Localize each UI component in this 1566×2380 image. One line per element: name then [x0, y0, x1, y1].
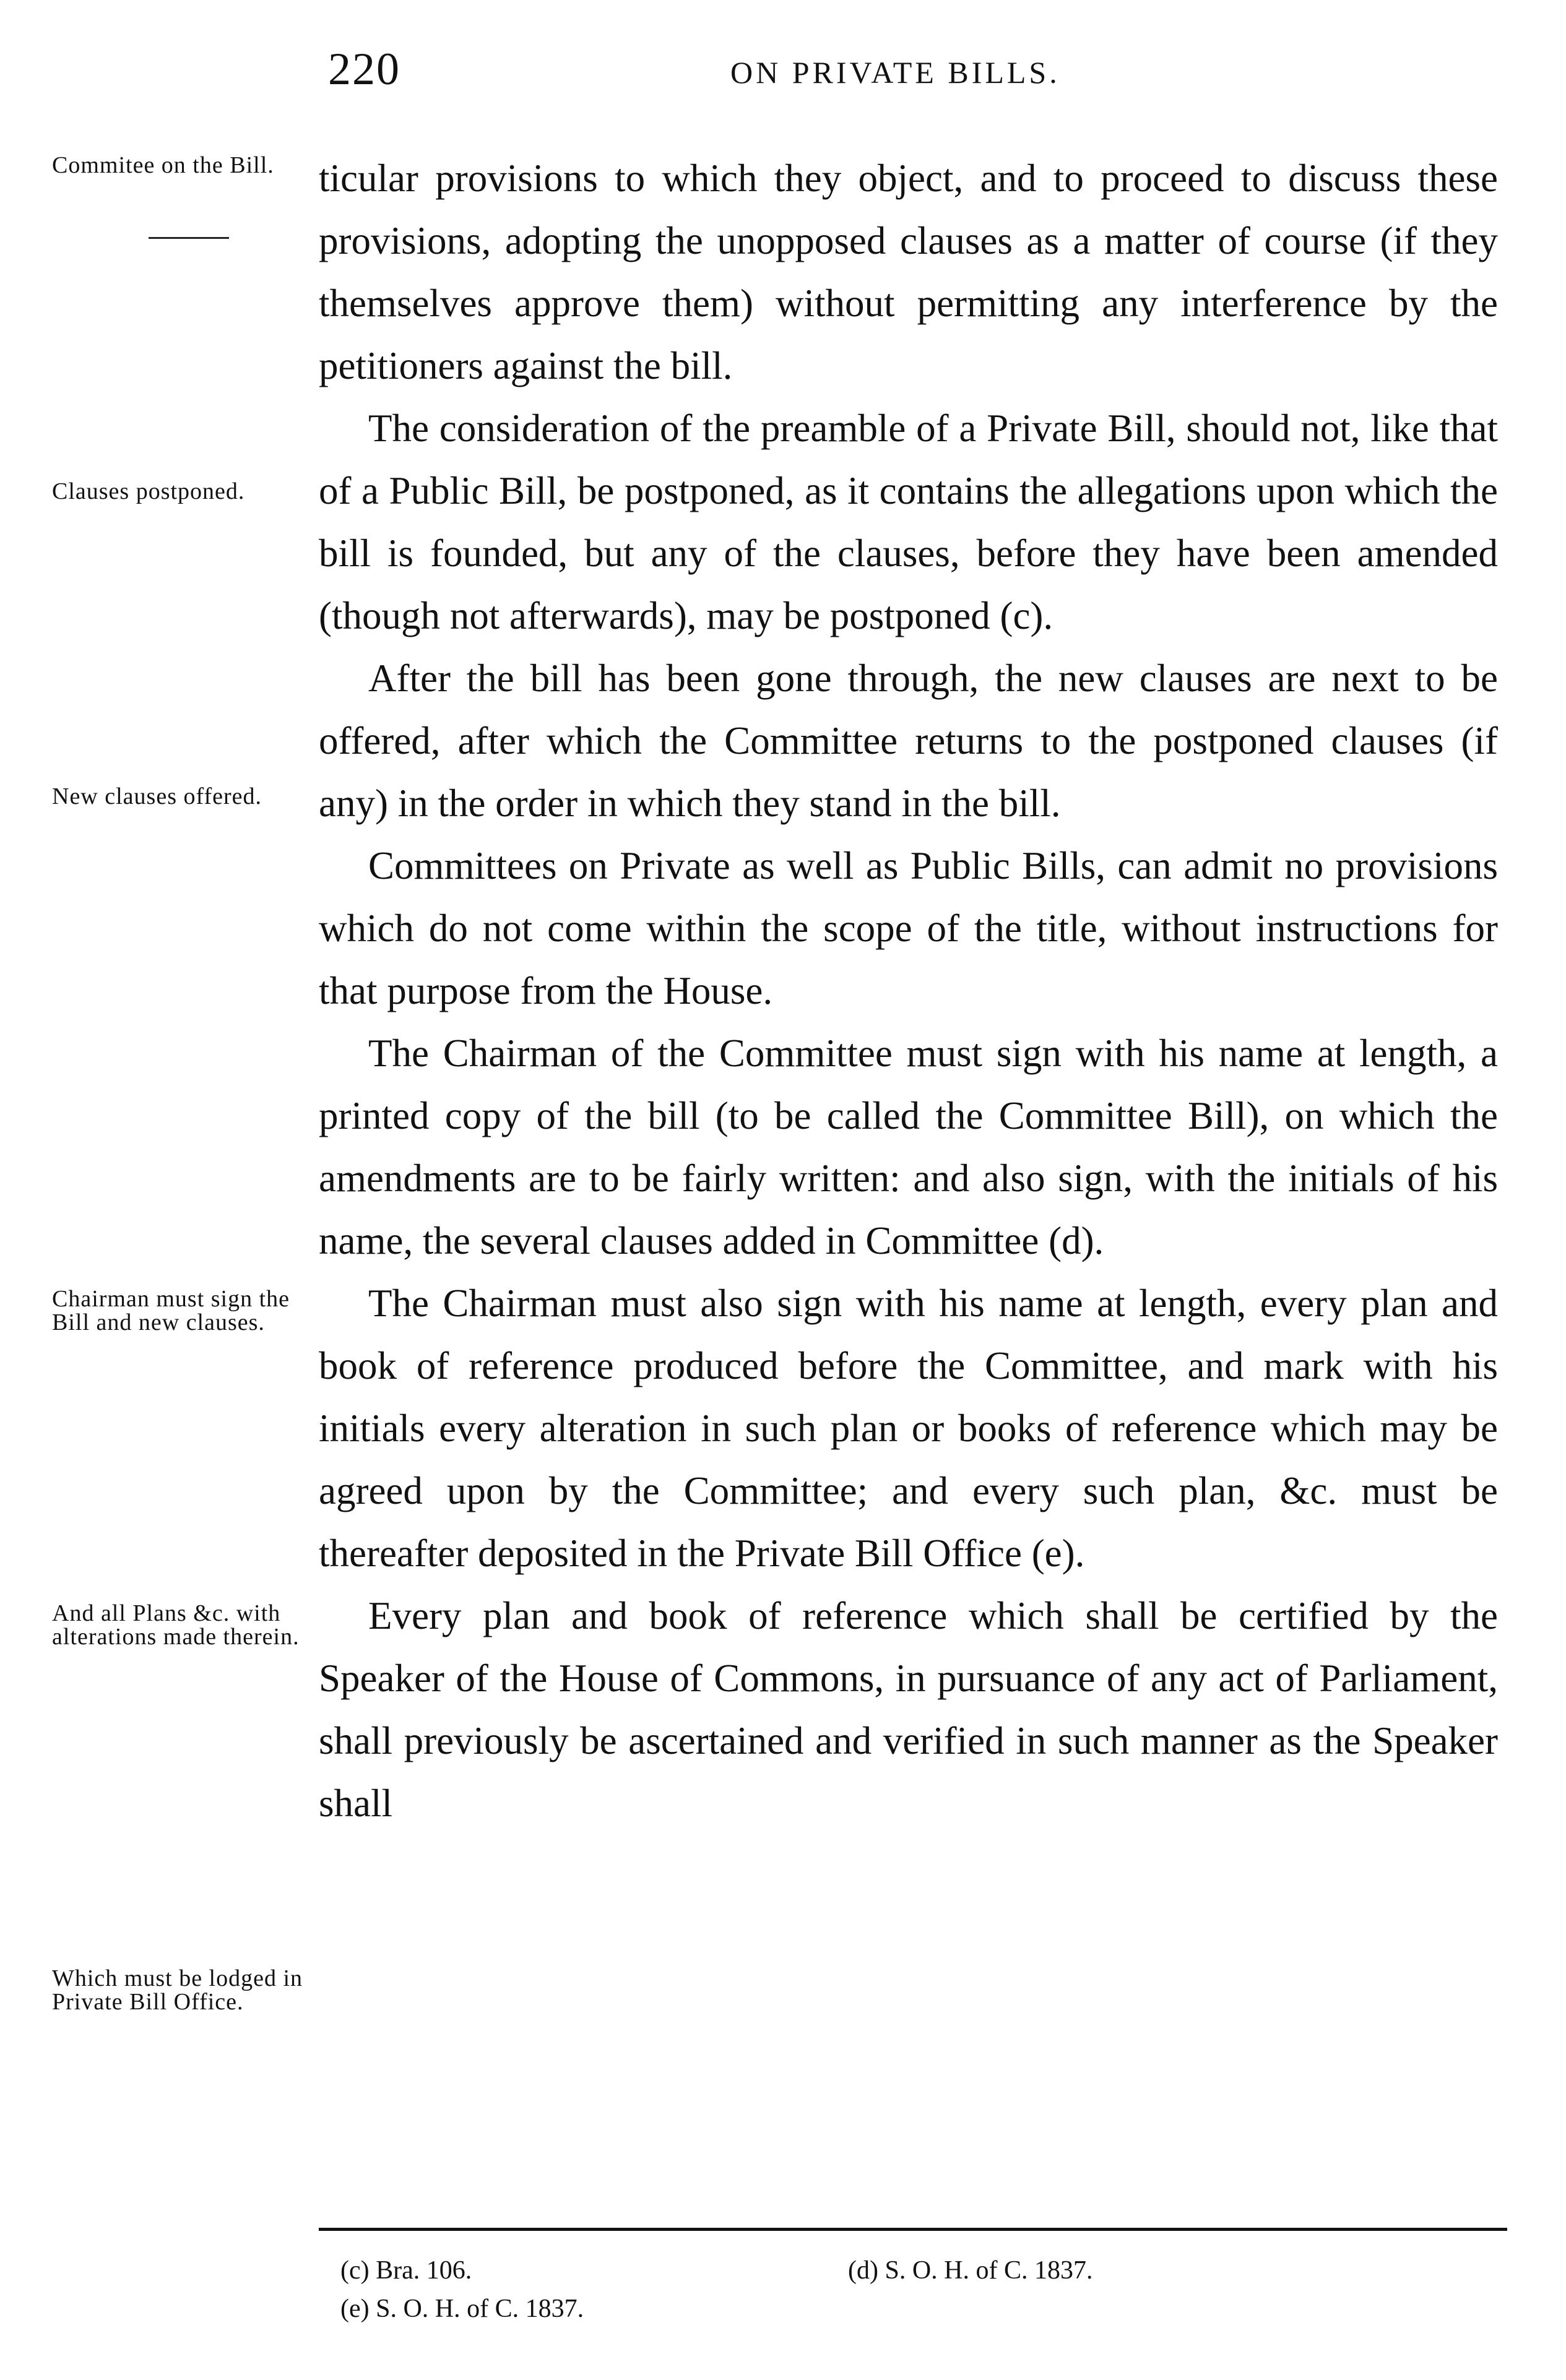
margin-note-new-clauses: New clauses offered.: [52, 783, 262, 809]
margin-note-private-bill-office: Which must be lodged in Private Bill Office.: [52, 1965, 303, 2015]
paragraph-1: ticular provisions to which they object, and to proceed to discuss these provisions, adopting the unopposed clauses as a matter of course (if they themselves approve them) without permitting any interference by the petitioners against the bill.: [319, 157, 1498, 387]
paragraph-4: Committees on Private as well as Public Bills, can admit no provisions which do not come within the scope of the title, without instructions for that purpose from the House.: [319, 844, 1498, 1012]
running-title: ON PRIVATE BILLS.: [730, 55, 1060, 90]
body-text: [319, 147, 1498, 1835]
page-header: [0, 43, 1566, 99]
paragraph-2: The consideration of the preamble of a Private Bill, should not, like that of a Public Bill, be postponed, as it contains the allegations upon which the bill is founded, but any of the clauses, before they have been amended (though not afterwards), may be postponed (c).: [319, 407, 1498, 637]
margin-note-committee: Commitee on the Bill.: [52, 152, 274, 178]
margin-note-plans: And all Plans &c. with alterations made therein.: [52, 1600, 300, 1650]
paragraph-6: The Chairman must also sign with his name at length, every plan and book of reference produced before the Committee, and mark with his initials every alteration in such plan or books of reference which may be agreed upon by the Committee; and every such plan, &c. must be thereafter deposited in the Private Bill Office (e).: [319, 1282, 1498, 1575]
footnote-rule: [319, 2228, 1507, 2231]
page-number: 220: [328, 44, 400, 95]
paragraph-3: After the bill has been gone through, the new clauses are next to be offered, after which the Committee returns to the postponed clauses (if any) in the order in which they stand in the bill.: [319, 657, 1498, 825]
margin-rule: [149, 237, 229, 239]
footnote-d: (d) S. O. H. of C. 1837.: [848, 2256, 1093, 2285]
margin-note-clauses-postponed: Clauses postponed.: [52, 478, 245, 504]
paragraph-7: Every plan and book of reference which shall be certified by the Speaker of the House of Commons, in pursuance of any act of Parliament, shall previously be ascertained and verified in such manner as the Speaker shall: [319, 1594, 1498, 1825]
paragraph-5: The Chairman of the Committee must sign with his name at length, a printed copy of the bill (to be called the Committee Bill), on which the amendments are to be fairly written: and also sign, with the initials of his name, the several clauses added in Committee (d).: [319, 1032, 1498, 1262]
margin-note-chairman-sign: Chairman must sign the Bill and new clauses.: [52, 1286, 290, 1335]
footnote-c: (c) Bra. 106.: [340, 2256, 472, 2285]
footnote-e: (e) S. O. H. of C. 1837.: [340, 2295, 584, 2323]
